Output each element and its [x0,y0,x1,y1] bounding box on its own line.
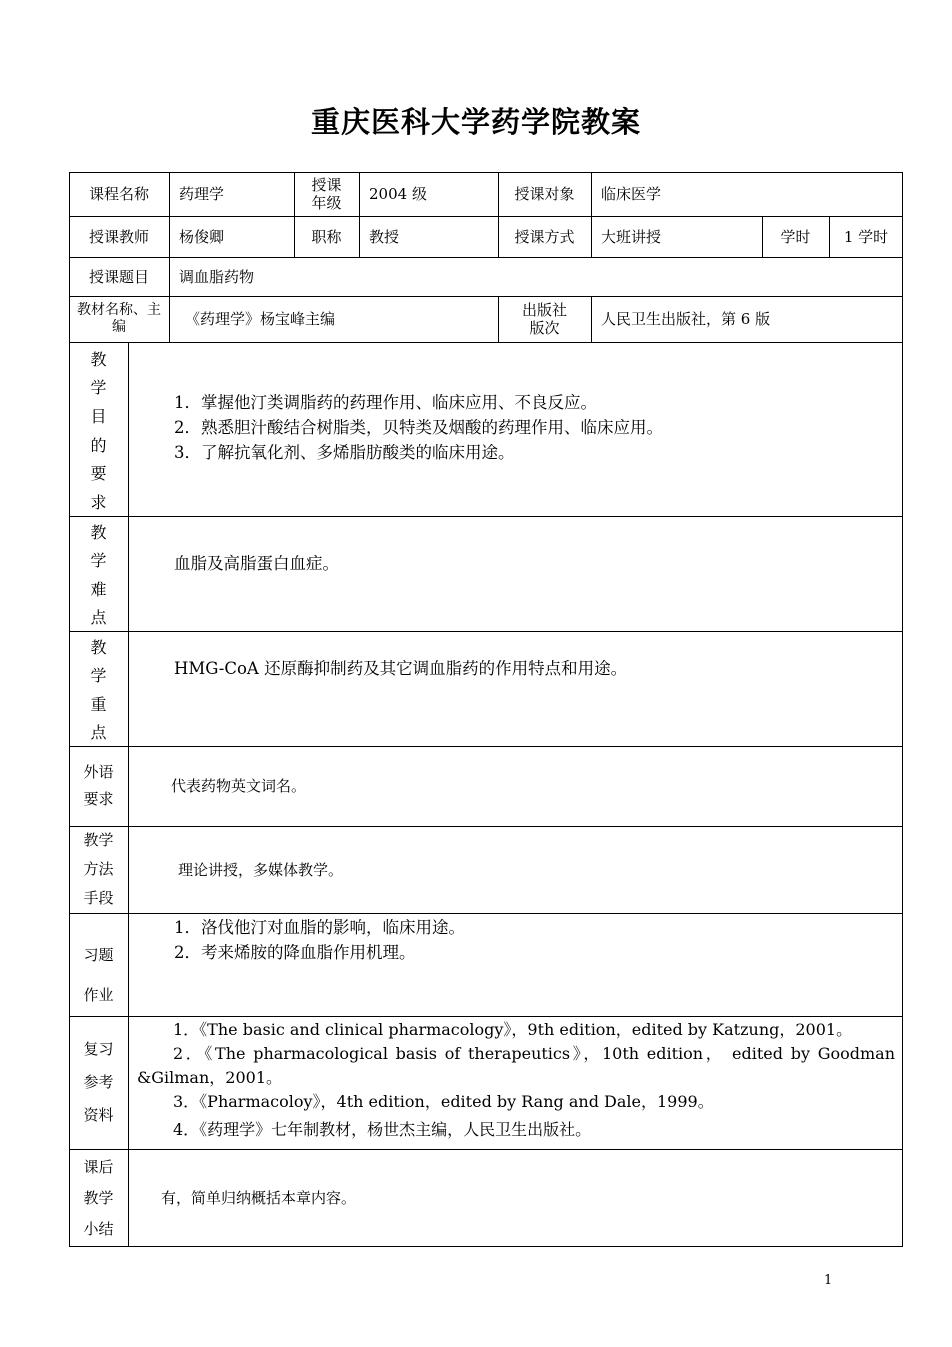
page-number: 1 [824,1273,833,1288]
key-points: HMG-CoA 还原酶抑制药及其它调血脂药的作用特点和用途。 [174,659,628,678]
topic: 调血脂药物 [179,267,255,286]
course-name: 药理学 [179,185,225,203]
teaching-methods: 理论讲授，多媒体教学。 [178,860,344,879]
difficulty-label: 教 学 难 点 [90,522,107,628]
homework-item: 1．洛伐他汀对血脂的影响，临床用途。 [174,918,465,937]
row-divider [69,1016,903,1017]
foreign-requirement: 代表药物英文词名。 [171,777,307,795]
hours-label: 学时 [780,227,811,246]
teacher-name: 杨俊卿 [179,227,225,246]
foreign-label: 外语要求 [83,763,114,808]
summary: 有，简单归纳概括本章内容。 [161,1189,357,1207]
course-name-label: 课程名称 [88,185,149,203]
reference-item: 2．《The pharmacological basis of therapeutics》，10th edition， edited by Goodman &Gilman，2001。 [137,1044,895,1087]
row-divider [69,516,903,517]
objective-item: 1．掌握他汀类调脂药的药理作用、临床应用、不良反应。 [174,393,597,412]
method-label: 授课方式 [514,227,575,246]
title-label: 职称 [311,227,342,246]
key-points-label: 教 学 重 点 [90,637,107,743]
edition-label: 出版社版次 [521,301,567,337]
row-divider [69,913,903,914]
teaching-method: 大班讲授 [601,227,662,246]
objectives-label: 教 学 目 的 要 求 [90,349,107,513]
page-title: 重庆医科大学药学院教案 [310,105,641,139]
grade-label: 授课年级 [311,176,342,212]
row-divider [69,631,903,632]
audience: 临床医学 [601,185,662,203]
row-divider [69,342,903,343]
textbook-label: 教材名称、主编 [77,302,161,335]
difficulty: 血脂及高脂蛋白血症。 [174,554,339,573]
reference-item: 1．《The basic and clinical pharmacology》，9th edition，edited by Katzung，2001。 [173,1020,853,1039]
objectives-list [174,390,663,465]
summary-label: 课后教学小结 [83,1157,114,1238]
topic-label: 授课题目 [88,267,149,286]
references-label: 复习参考资料 [83,1040,114,1124]
objective-item: 2．熟悉胆汁酸结合树脂类，贝特类及烟酸的药理作用、临床应用。 [174,418,663,437]
methods-label: 教学方法手段 [83,831,114,907]
grade: 2004 级 [369,185,427,203]
references-list [137,1018,895,1142]
objective-item: 3．了解抗氧化剂、多烯脂肪酸类的临床用途。 [174,443,515,462]
reference-item: 3．《Pharmacoloy》，4th edition，edited by Rang and Dale，1999。 [173,1092,714,1111]
audience-label: 授课对象 [514,185,575,203]
textbook: 《药理学》杨宝峰主编 [185,310,336,328]
hours: 1 学时 [843,227,889,246]
teacher-label: 授课教师 [88,227,149,246]
homework-item: 2．考来烯胺的降血脂作用机理。 [174,943,416,962]
homework-list [174,915,465,965]
homework-label: 习题作业 [83,946,114,1004]
edition: 人民卫生出版社，第 6 版 [601,310,771,328]
teacher-title: 教授 [369,227,400,246]
reference-item: 4．《药理学》七年制教材，杨世杰主编，人民卫生出版社。 [173,1120,592,1139]
